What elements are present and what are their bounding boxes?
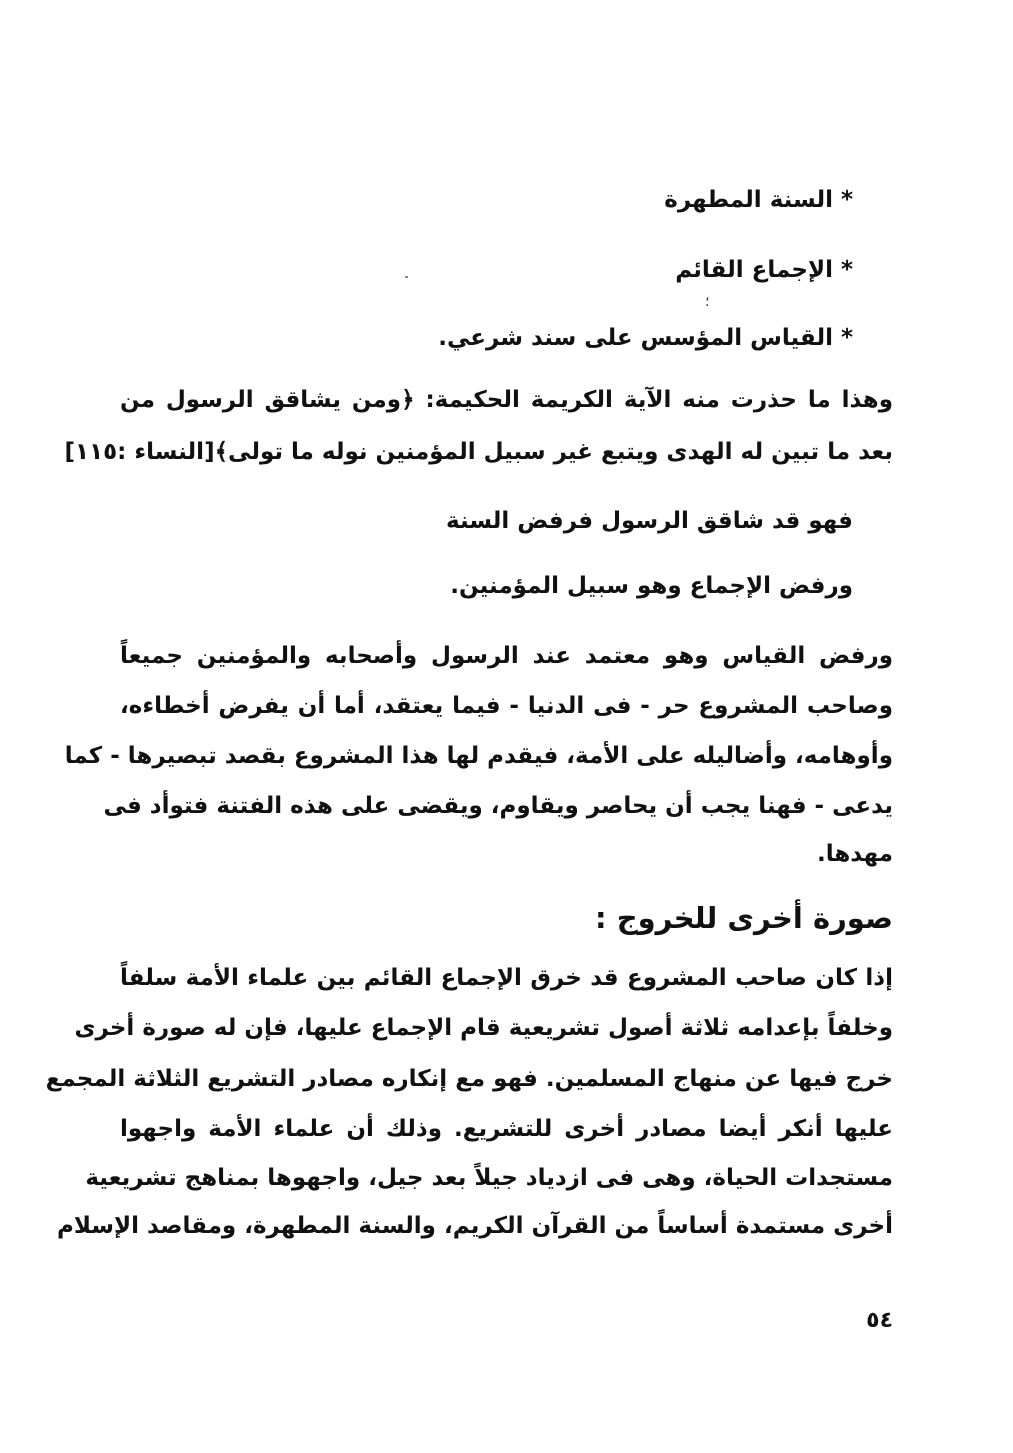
paragraph-line: وخلفاً بإعدامه ثلاثة أصول تشريعية قام الإجماع عليها، فإن له صورة أخرى bbox=[74, 1015, 893, 1041]
paragraph-line: مستجدات الحياة، وهى فى ازدياد جيلاً بعد جيل، واجهوها بمناهج تشريعية bbox=[85, 1165, 893, 1191]
bullet-ijma: * الإجماع القائم bbox=[675, 257, 853, 283]
bullet-sunnah: * السنة المطهرة bbox=[664, 187, 853, 213]
scan-speck bbox=[405, 276, 408, 278]
paragraph-line: عليها أنكر أيضا مصادر أخرى للتشريع. وذلك أن علماء الأمة واجهوا bbox=[120, 1116, 893, 1142]
stray-mark: ؛ bbox=[705, 294, 710, 310]
paragraph-line: وهذا ما حذرت منه الآية الكريمة الحكيمة: ﴿ومن يشاقق الرسول من bbox=[120, 387, 893, 413]
paragraph-line: ورفض الإجماع وهو سبيل المؤمنين. bbox=[450, 573, 853, 599]
page-number: ٥٤ bbox=[866, 1308, 893, 1333]
paragraph-line: مهدها. bbox=[816, 841, 893, 867]
paragraph-line: يدعى - فهنا يجب أن يحاصر ويقاوم، ويقضى على هذه الفتنة فتوأد فى bbox=[103, 793, 893, 819]
paragraph-line: فهو قد شاقق الرسول فرفض السنة bbox=[446, 508, 853, 534]
bullet-qiyas: * القياس المؤسس على سند شرعي. bbox=[438, 325, 853, 351]
paragraph-line: وأوهامه، وأضاليله على الأمة، فيقدم لها هذا المشروع بقصد تبصيرها - كما bbox=[64, 743, 893, 769]
section-heading: صورة أخرى للخروج : bbox=[595, 901, 893, 935]
paragraph-line: خرج فيها عن منهاج المسلمين. فهو مع إنكاره مصادر التشريع الثلاثة المجمع bbox=[45, 1066, 893, 1092]
paragraph-line: وصاحب المشروع حر - فى الدنيا - فيما يعتقد، أما أن يفرض أخطاءه، bbox=[120, 693, 893, 719]
paragraph-line: إذا كان صاحب المشروع قد خرق الإجماع القائم بين علماء الأمة سلفاً bbox=[120, 965, 893, 991]
paragraph-line: أخرى مستمدة أساساً من القرآن الكريم، والسنة المطهرة، ومقاصد الإسلام bbox=[57, 1213, 893, 1239]
paragraph-line: بعد ما تبين له الهدى ويتبع غير سبيل المؤمنين نوله ما تولى﴾[النساء :١١٥] bbox=[64, 439, 893, 465]
paragraph-line: ورفض القياس وهو معتمد عند الرسول وأصحابه والمؤمنين جميعاً bbox=[120, 643, 893, 669]
